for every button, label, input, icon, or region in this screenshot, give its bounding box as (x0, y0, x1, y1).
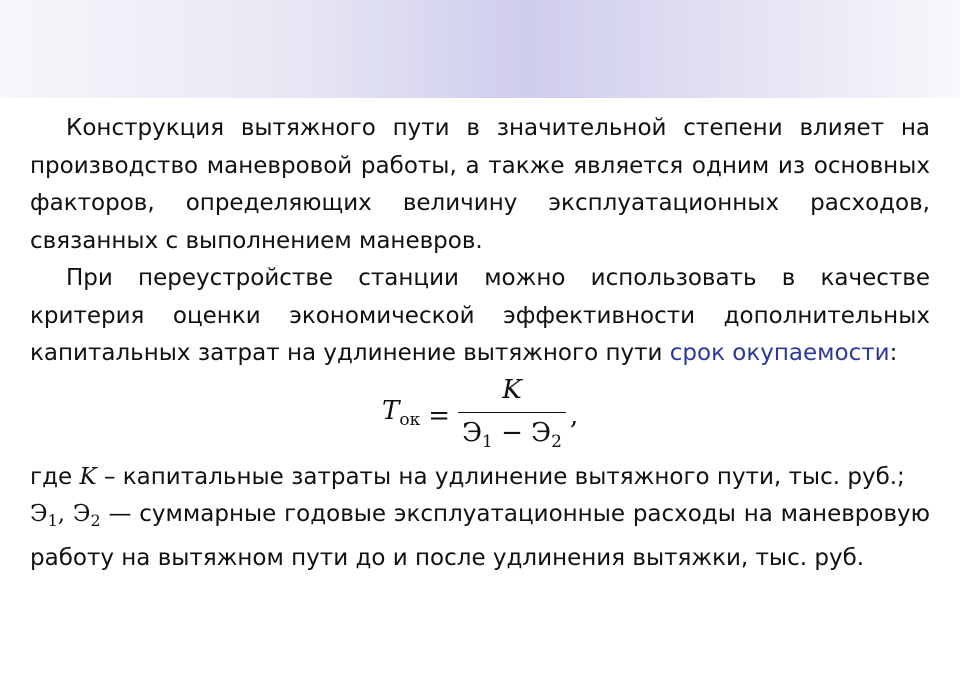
definition-operating-costs (30, 496, 930, 577)
formula-den-sub2: 2 (551, 431, 562, 452)
formula-den-sub1: 1 (482, 431, 493, 452)
definition-sub-1: 1 (47, 511, 58, 530)
slide-body (30, 110, 930, 577)
definition-prefix: где (30, 463, 80, 490)
paragraph-payback-colon: : (889, 340, 898, 366)
paragraph-construction: Конструкция вытяжного пути в значительной степени влияет на производство маневровой работы, а также является одним из основных факторов, определяющих величину эксплуатационных расходов, связанных с выполнением маневров. (30, 115, 930, 254)
definition-sub-2: 2 (90, 511, 101, 530)
payback-period-link[interactable]: срок окупаемости (669, 340, 890, 366)
definition-symbol-e2: Э (72, 501, 91, 527)
paragraph-payback-text: При переустройстве станции можно использовать в качестве критерия оценки экономической эффективности дополнительных капитальных затрат на удлинение вытяжного пути (30, 265, 930, 366)
formula-lhs (382, 393, 420, 440)
formula-den-e1: Э (462, 417, 483, 448)
definition-symbols-e1-e2 (30, 501, 101, 530)
definition-capital-costs-text: – капитальные затраты на удлинение вытяжного пути, тыс. руб.; (96, 463, 905, 490)
formula-lhs-subscript: ок (399, 410, 421, 431)
formula-lhs-symbol: T (382, 396, 400, 427)
definition-symbol-k: K (79, 463, 97, 490)
formula-numerator: K (502, 375, 522, 405)
payback-formula (30, 377, 930, 457)
definition-operating-costs-text: — суммарные годовые эксплуатационные расходы на маневровую работу на вытяжном пути до и после удлинения вытяжки, тыс. руб. (30, 501, 930, 571)
payback-formula-expression (382, 377, 578, 457)
definition-symbol-e1: Э (30, 501, 48, 527)
formula-den-minus: − (492, 417, 532, 448)
definition-capital-costs (30, 459, 930, 497)
formula-den-e2: Э (531, 417, 552, 448)
formula-comma: , (570, 400, 579, 431)
definition-separator: , (57, 501, 73, 527)
formula-fraction (458, 372, 566, 461)
formula-denominator (462, 413, 562, 462)
formula-equals: = (428, 400, 451, 431)
header-gradient-band (0, 0, 960, 98)
paragraph-payback (30, 260, 930, 373)
